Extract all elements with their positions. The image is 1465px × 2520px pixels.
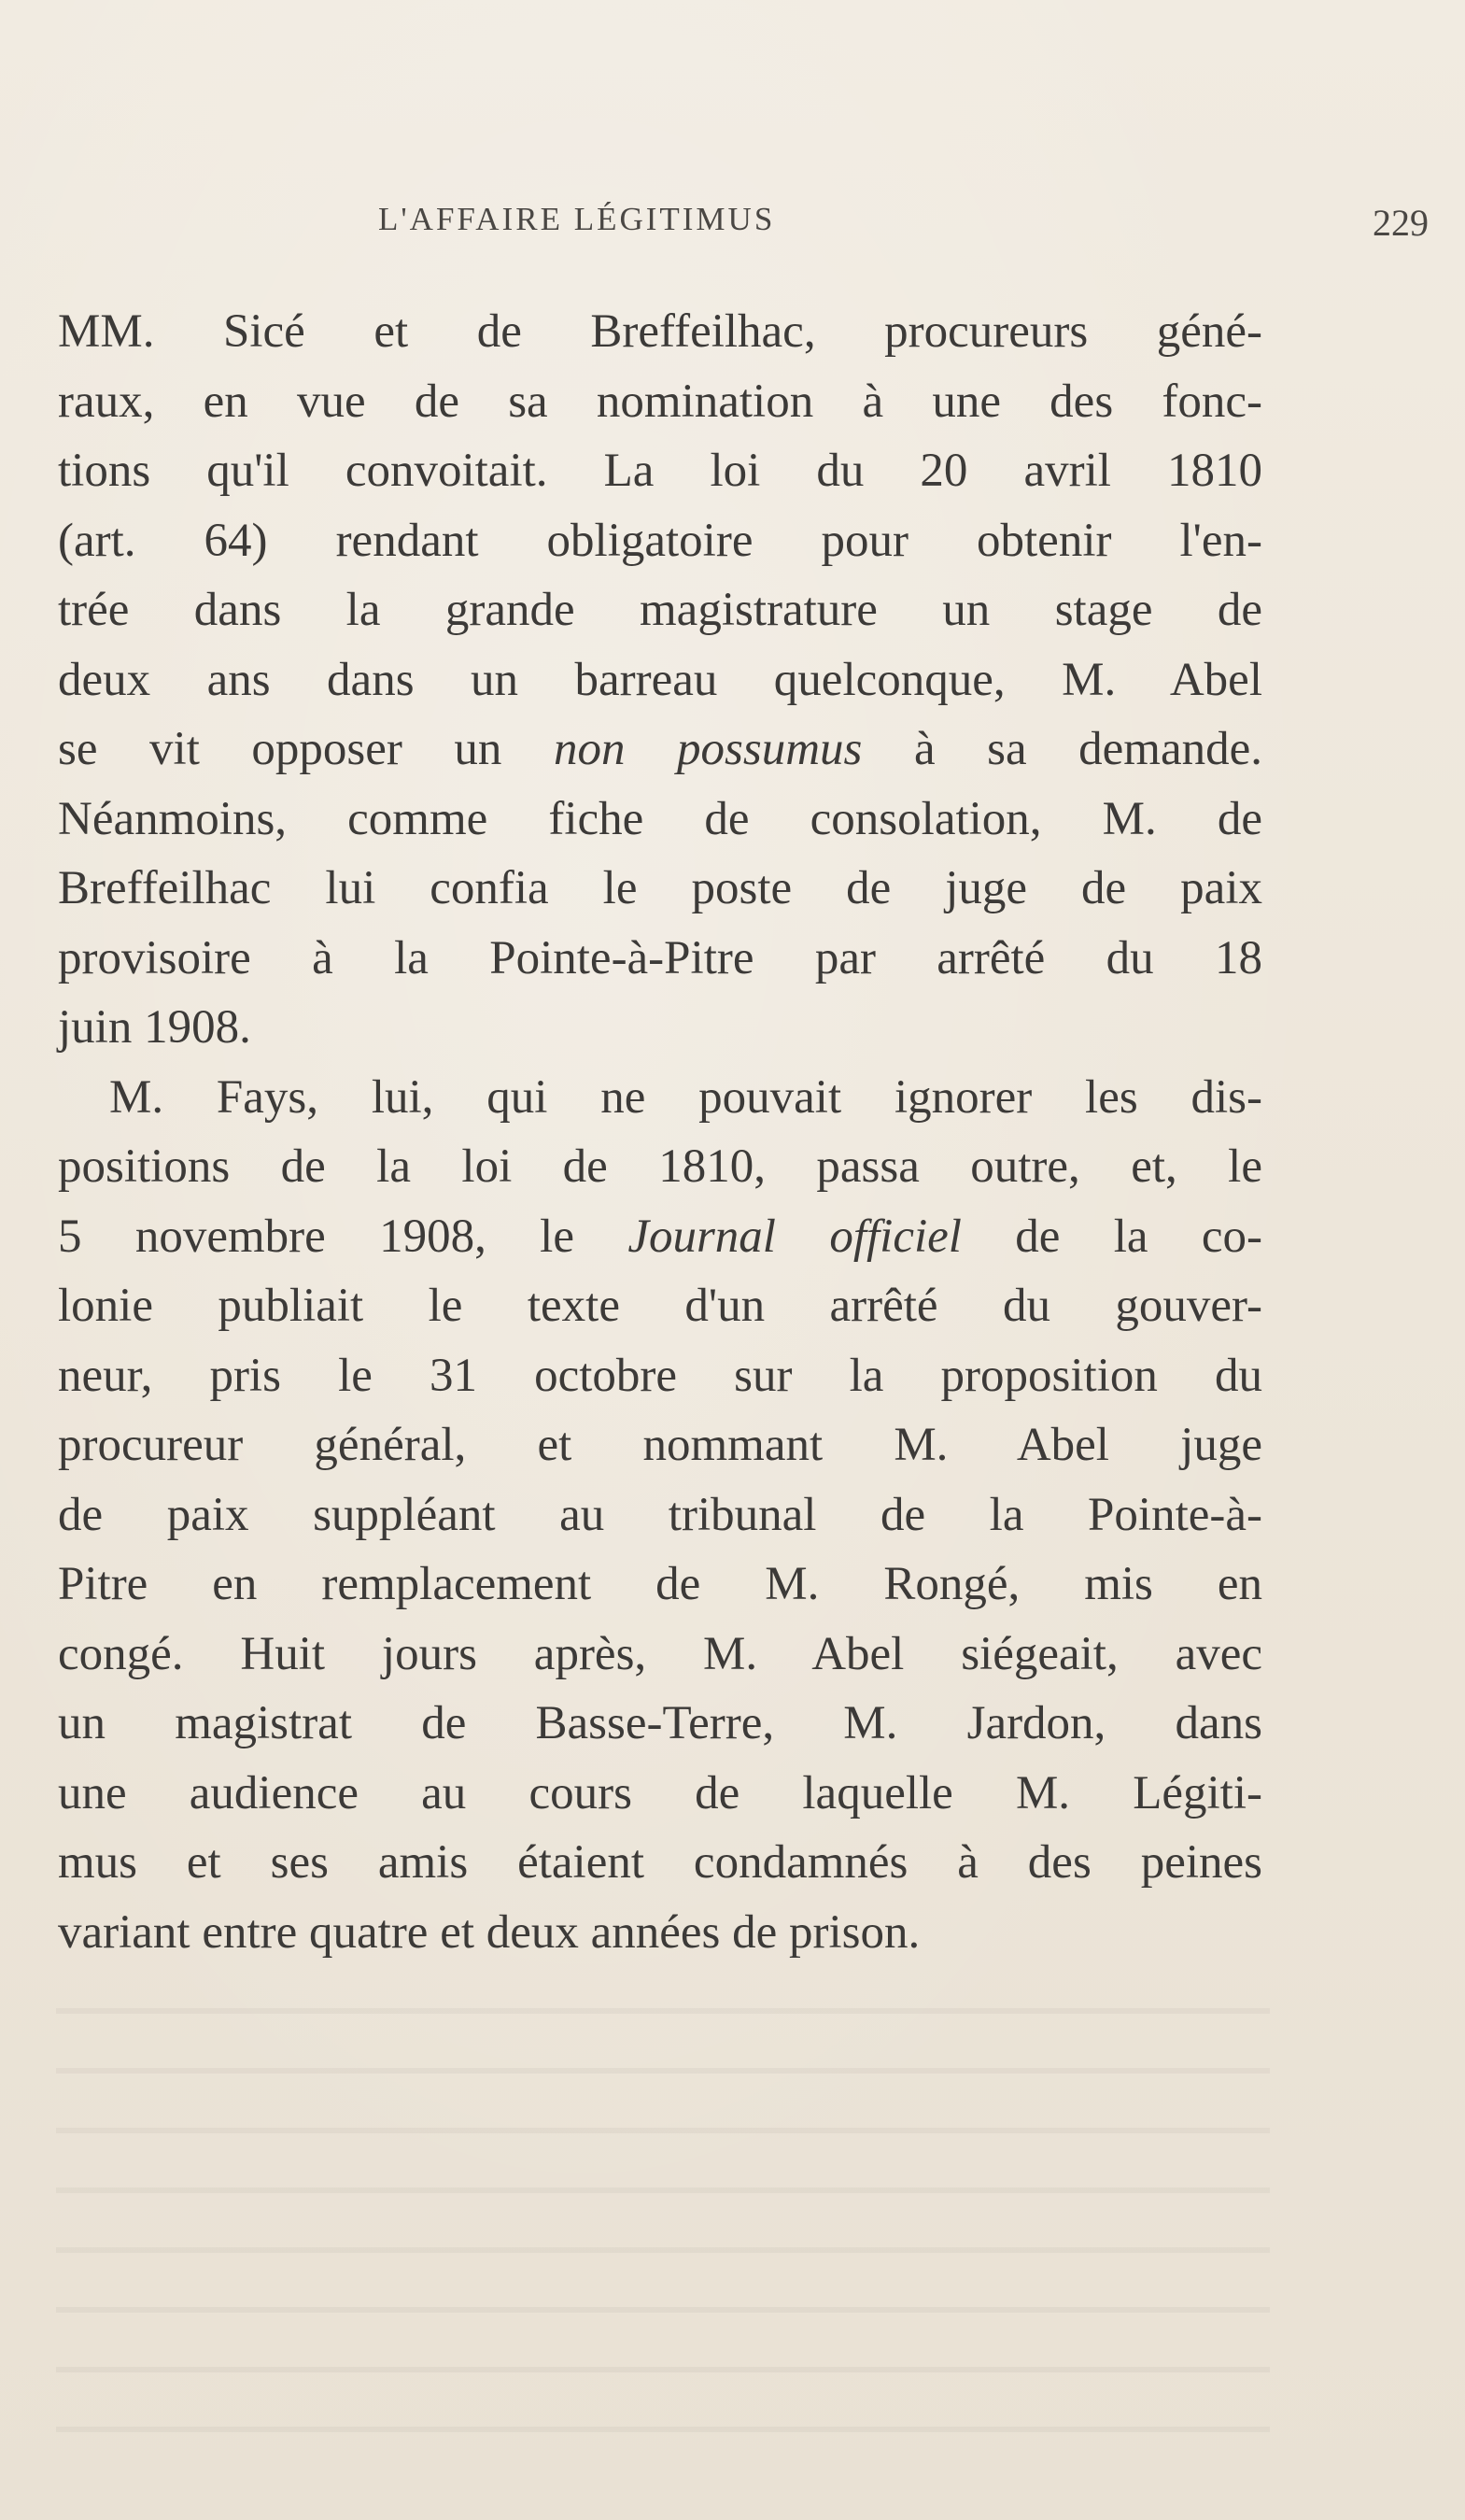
italic-phrase: Journal officiel [627,1210,962,1263]
text-line: lonie publiait le texte d'un arrêté du gouver- [58,1280,1262,1332]
text-line: procureur général, et nommant M. Abel juge [58,1419,1262,1471]
text-line: trée dans la grande magistrature un stage de [58,584,1262,636]
text-segment: 5 novembre 1908, le [58,1210,628,1263]
text-line: Breffeilhac lui confia le poste de juge de paix [58,862,1262,914]
text-line: neur, pris le 31 octobre sur la proposition du [58,1349,1262,1402]
text-line: juin 1908. [58,1001,251,1054]
italic-phrase: non possumus [553,723,863,775]
text-line-italic [58,715,1262,785]
show-through-texture [56,2008,1270,2456]
text-line: positions de la loi de 1810, passa outre, et, le [58,1140,1262,1193]
text-line: tions qu'il convoitait. La loi du 20 avril 1810 [58,445,1262,497]
text-segment: de la co- [961,1210,1263,1263]
text-line: (art. 64) rendant obligatoire pour obtenir l'en- [58,514,1262,567]
text-segment: se vit opposer un [58,723,554,775]
text-line: Pitre en remplacement de M. Rongé, mis en [58,1558,1262,1610]
text-line: deux ans dans un barreau quelconque, M. Abel [58,653,1262,706]
page-number: 229 [1373,202,1429,244]
running-title: L'AFFAIRE LÉGITIMUS [378,201,776,237]
page-header [378,201,1429,257]
text-line: Néanmoins, comme fiche de consolation, M. de [58,792,1262,845]
text-line: une audience au cours de laquelle M. Légiti- [58,1766,1262,1819]
text-line: un magistrat de Basse-Terre, M. Jardon, dans [58,1697,1262,1749]
text-line: mus et ses amis étaient condamnés à des peines [58,1836,1262,1889]
text-segment: à sa demande. [862,723,1262,775]
text-line: congé. Huit jours après, M. Abel siégeait, avec [58,1627,1262,1680]
text-line: M. Fays, lui, qui ne pouvait ignorer les dis- [109,1070,1262,1124]
text-line: de paix suppléant au tribunal de la Pointe-à- [58,1488,1262,1541]
text-line: provisoire à la Pointe-à-Pitre par arrêté du 18 [58,931,1262,984]
text-line: MM. Sicé et de Breffeilhac, procureurs géné- [58,305,1262,358]
text-line-italic [58,1202,1262,1272]
text-line: variant entre quatre et deux années de prison. [58,1905,921,1959]
text-line: raux, en vue de sa nomination à une des fonc- [58,375,1262,428]
body-text [58,297,1262,1967]
